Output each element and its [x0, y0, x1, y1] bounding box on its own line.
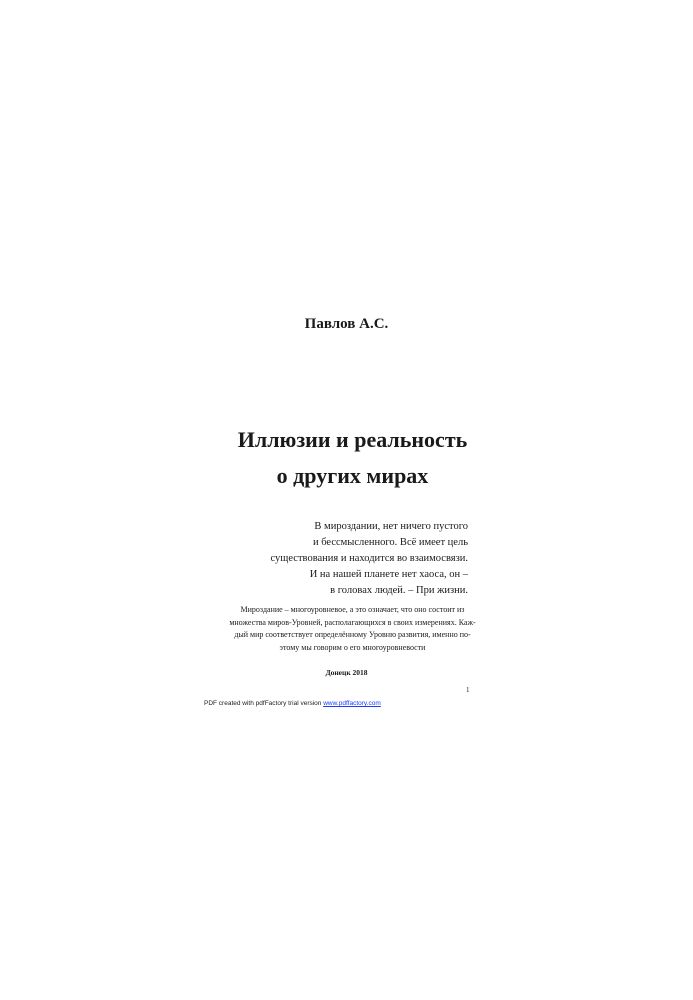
epigraph-line: существования и находится во взаимосвязи. [270, 553, 468, 564]
pdf-footer-text: PDF created with pdfFactory trial version [204, 700, 324, 707]
city-year: Донецк 2018 [325, 668, 368, 677]
pdf-footer [204, 700, 381, 707]
abstract-line: этому мы говорим о его многоуровневости [279, 642, 426, 652]
abstract-line: Мироздание – многоуровневое, а это означает, что оно состоит из [240, 605, 465, 614]
title-line-1: Иллюзии и реальность [237, 427, 468, 452]
book-title [200, 422, 505, 494]
abstract-line: множества миров-Уровней, располагающихся в своих измерениях. Каж- [229, 617, 476, 627]
title-line-2: о других мирах [276, 463, 429, 488]
epigraph-line: и бессмысленного. Всё имеет цель [312, 537, 468, 548]
epigraph [228, 519, 468, 599]
author-name: Павлов А.С. [304, 316, 389, 332]
epigraph-line: в головах людей. – При жизни. [330, 585, 468, 596]
epigraph-line: В мироздании, нет ничего пустого [314, 521, 468, 532]
epigraph-line: И на нашей планете нет хаоса, он – [309, 569, 468, 580]
abstract [224, 604, 481, 654]
abstract-line: дый мир соответствует определённому Уровню развития, именно по- [234, 630, 471, 639]
pdffactory-link[interactable]: www.pdffactory.com [323, 700, 381, 707]
page-number: 1 [466, 686, 470, 694]
